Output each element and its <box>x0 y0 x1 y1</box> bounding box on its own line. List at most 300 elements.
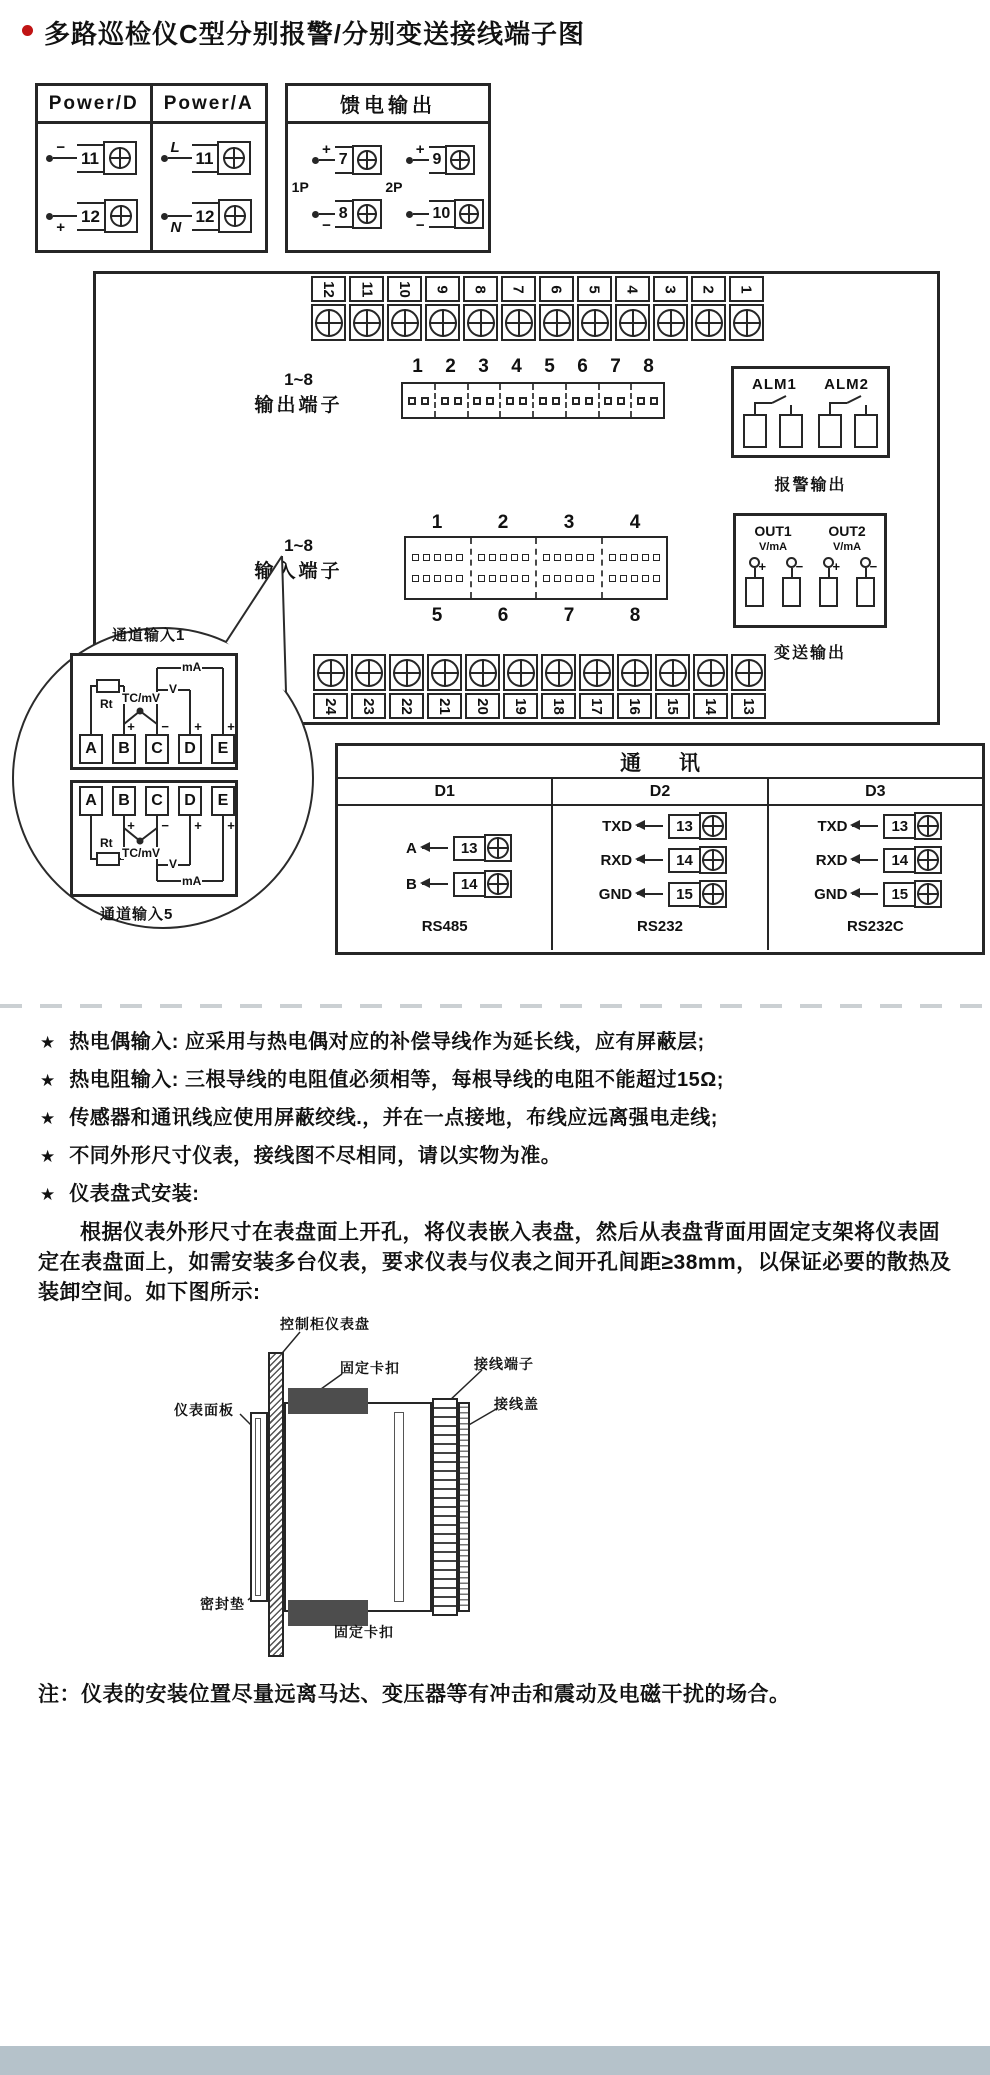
screw-icon <box>917 883 939 905</box>
pin-number: 8 <box>643 356 654 377</box>
terminal-d: D <box>178 734 202 764</box>
polarity-sign: − <box>795 559 803 574</box>
power-terminal <box>161 196 266 236</box>
terminal <box>501 276 536 341</box>
wire-dot <box>312 157 319 164</box>
terminal-number: 15 <box>883 882 914 907</box>
comm-row <box>769 880 982 908</box>
signal-name: GND <box>814 885 848 903</box>
screw-icon <box>393 659 421 687</box>
input-label-text: 输入端子 <box>254 561 343 582</box>
terminal-number: 10 <box>429 200 455 228</box>
terminal-number: 6 <box>548 284 565 294</box>
label-front-panel: 仪表面板 <box>174 1402 234 1418</box>
screw-icon <box>702 849 724 871</box>
terminal <box>691 276 726 341</box>
note-item <box>40 1106 970 1131</box>
comm-standard: RS232C <box>846 918 904 935</box>
power-terminal <box>46 196 150 236</box>
pin-number: 5 <box>431 605 443 626</box>
section-separator <box>0 1004 990 1008</box>
terminal <box>693 654 728 719</box>
wire <box>413 213 429 234</box>
arrow-icon <box>422 847 448 849</box>
screw-icon <box>353 309 381 337</box>
output-cell <box>632 384 663 417</box>
output-label-range: 1~8 <box>284 370 313 389</box>
bullet-icon <box>22 25 33 36</box>
screw-icon <box>917 849 939 871</box>
wire <box>413 141 429 161</box>
channel5-box <box>70 780 238 897</box>
pin-number: 3 <box>478 356 489 377</box>
terminal-frame <box>484 870 512 898</box>
terminal-number: 9 <box>429 146 446 174</box>
terminal-number: 14 <box>702 697 719 715</box>
terminal <box>653 276 688 341</box>
tc-label: TC/mV <box>122 691 161 705</box>
wire <box>168 139 192 159</box>
comm-col-header: D1 <box>338 779 551 806</box>
note-text: 热电偶输入: 应采用与热电偶对应的补偿导线作为延长线，应有屏蔽层; <box>69 1031 705 1053</box>
screw-icon <box>657 309 685 337</box>
out1-unit: V/mA <box>758 541 788 553</box>
power-terminal <box>46 138 150 178</box>
sign-c: − <box>161 818 169 833</box>
output-terminals-label <box>206 370 391 417</box>
ma-label: mA <box>182 874 202 888</box>
screw-icon <box>487 873 509 895</box>
comm-col-d1 <box>338 779 553 950</box>
sign-b: + <box>127 818 135 833</box>
note-item <box>40 1182 970 1207</box>
output-number-row <box>401 356 665 378</box>
arrow-icon <box>637 859 663 861</box>
comm-row <box>338 834 551 862</box>
wire-dot <box>161 155 168 162</box>
terminal-rect <box>745 577 764 607</box>
power-a-column <box>153 86 266 250</box>
screw-icon <box>659 659 687 687</box>
transmit-terminal <box>736 557 773 607</box>
group-name: 1P <box>291 179 309 195</box>
output-cell <box>501 384 534 417</box>
pin-number: 5 <box>544 356 555 377</box>
terminal-frame <box>217 141 251 175</box>
note-item <box>40 1030 970 1055</box>
input-number-row-bottom <box>404 605 668 627</box>
sign-e: + <box>227 719 235 734</box>
pin-number: 7 <box>610 356 621 377</box>
terminal-b: B <box>112 786 136 816</box>
channel1-terminals <box>79 734 235 764</box>
output-cell <box>469 384 502 417</box>
terminal-e: E <box>211 734 235 764</box>
output-cell <box>403 384 436 417</box>
terminal-frame <box>104 199 138 233</box>
terminal <box>427 654 462 719</box>
terminal <box>311 276 346 341</box>
out2-unit: V/mA <box>832 541 862 553</box>
terminal-frame <box>454 199 484 229</box>
terminal-number: 21 <box>436 697 453 715</box>
screw-icon <box>224 205 246 227</box>
bezel-inner <box>255 1418 261 1596</box>
bottom-terminal-strip <box>313 654 766 719</box>
terminal-a: A <box>79 786 103 816</box>
terminal <box>387 276 422 341</box>
comm-col-d2 <box>553 779 768 950</box>
screw-icon <box>735 659 763 687</box>
terminal <box>351 654 386 719</box>
arrow-icon <box>422 883 448 885</box>
terminal-cover <box>458 1402 470 1612</box>
terminal-number: 15 <box>664 697 681 715</box>
arrow-icon <box>852 825 878 827</box>
wire <box>168 215 192 236</box>
v-label: V <box>169 682 178 696</box>
terminal-number: 15 <box>668 882 699 907</box>
pin-number: 4 <box>511 356 522 377</box>
output-cell <box>534 384 567 417</box>
note-item <box>40 1144 970 1169</box>
note-text: 传感器和通讯线应使用屏蔽绞线.，并在一点接地，布线应远离强电走线; <box>69 1107 718 1129</box>
polarity-sign: + <box>321 141 331 158</box>
terminal <box>579 654 614 719</box>
terminal-frame <box>914 880 942 908</box>
comm-row <box>338 870 551 898</box>
terminal-rect <box>856 577 875 607</box>
label-clip-top: 固定卡扣 <box>340 1360 400 1376</box>
terminal <box>425 276 460 341</box>
channel1-box <box>70 653 238 770</box>
feed-group-1p <box>292 140 382 234</box>
feed-terminal <box>312 140 382 180</box>
footer-bar <box>0 2046 990 2075</box>
signal-name: A <box>405 839 417 857</box>
rt-label: Rt <box>100 836 113 850</box>
terminal-c: C <box>145 734 169 764</box>
input-number-row-top <box>404 512 668 534</box>
terminal-number: 7 <box>510 284 527 294</box>
power-terminals-box <box>35 83 268 253</box>
ma-label: mA <box>182 660 202 674</box>
screw-icon <box>621 659 649 687</box>
signal-name: B <box>405 875 417 893</box>
arrow-icon <box>637 893 663 895</box>
terminal-number: 2 <box>700 284 717 294</box>
terminal-number: 9 <box>434 284 451 294</box>
screw-icon <box>315 309 343 337</box>
fixing-clip-top <box>288 1388 368 1414</box>
sign-c: − <box>161 719 169 734</box>
power-d-column <box>38 86 153 250</box>
label-gasket: 密封垫 <box>200 1596 245 1612</box>
terminal <box>389 654 424 719</box>
star-icon: ★ <box>40 1147 56 1166</box>
star-icon: ★ <box>40 1185 56 1204</box>
feed-output-box <box>285 83 491 253</box>
input-cell <box>603 538 667 598</box>
screw-icon <box>702 883 724 905</box>
polarity-sign: − <box>56 139 65 156</box>
power-d-body <box>38 124 150 250</box>
install-paragraph: 根据仪表外形尺寸在表盘面上开孔，将仪表嵌入表盘，然后从表盘背面用固定支架将仪表固定在表盘面上，如需安装多台仪表，要求仪表与仪表之间开孔间距≥38mm，以保证必要的散热及装卸空间。如下图所示: <box>38 1221 952 1304</box>
signal-name: TXD <box>817 817 848 835</box>
power-d-header: Power/D <box>38 86 150 124</box>
feed-terminal <box>406 194 485 234</box>
pin-number: 3 <box>563 512 575 533</box>
input-cell <box>472 538 538 598</box>
feed-terminal <box>406 140 485 180</box>
star-icon: ★ <box>40 1071 56 1090</box>
terminal-frame <box>914 812 942 840</box>
wire <box>319 141 335 161</box>
comm-col-d3 <box>769 779 982 950</box>
signal-name: RXD <box>600 851 633 869</box>
pin-number: 4 <box>629 512 641 533</box>
terminal-frame <box>352 199 382 229</box>
terminal <box>349 276 384 341</box>
v-label: V <box>169 857 178 871</box>
output-cell <box>600 384 633 417</box>
terminal-number: 14 <box>453 872 484 897</box>
star-icon: ★ <box>40 1109 56 1128</box>
wire-dot <box>161 213 168 220</box>
terminal-frame <box>445 145 475 175</box>
terminal-rect <box>782 577 801 607</box>
terminal-c: C <box>145 786 169 816</box>
terminal-number: 22 <box>398 697 415 715</box>
out1-label: OUT1 <box>754 523 792 539</box>
alm1-label: ALM1 <box>752 376 797 393</box>
terminal <box>577 276 612 341</box>
body-rail <box>394 1412 404 1602</box>
comm-standard: RS232 <box>637 918 683 935</box>
screw-icon <box>917 815 939 837</box>
terminal-number: 11 <box>77 144 103 173</box>
screw-icon <box>487 837 509 859</box>
feed-output-header: 馈电输出 <box>288 86 488 124</box>
screw-icon <box>583 659 611 687</box>
arrow-icon <box>852 859 878 861</box>
power-a-header: Power/A <box>153 86 266 124</box>
terminal-number: 3 <box>662 284 679 294</box>
terminal-number: 7 <box>335 146 352 174</box>
sign-d: + <box>194 719 202 734</box>
comm-row <box>553 880 766 908</box>
signal-name: RXD <box>815 851 848 869</box>
screw-icon <box>357 150 377 170</box>
notes-list <box>40 1030 970 1220</box>
screw-icon <box>450 150 470 170</box>
pin-number: 8 <box>629 605 641 626</box>
wire-dot <box>46 213 53 220</box>
tc-label: TC/mV <box>122 846 161 860</box>
arrow-icon <box>852 893 878 895</box>
out2-label: OUT2 <box>828 523 866 539</box>
meter-front-panel <box>250 1412 268 1602</box>
screw-icon <box>507 659 535 687</box>
signal-name: TXD <box>602 817 633 835</box>
terminal-a: A <box>79 734 103 764</box>
pin-number: 6 <box>497 605 509 626</box>
terminal-number: 13 <box>453 836 484 861</box>
screw-icon <box>459 204 479 224</box>
comm-col-header: D2 <box>553 779 766 806</box>
terminal-number: 17 <box>588 697 605 715</box>
terminal-number: 11 <box>357 281 375 297</box>
wire <box>53 215 77 236</box>
terminal-rect <box>819 577 838 607</box>
alarm-relay-box <box>731 366 890 458</box>
polarity-sign: − <box>415 217 425 234</box>
comm-title: 通 讯 <box>338 746 982 779</box>
screw-icon <box>110 205 132 227</box>
terminal-number: 13 <box>668 814 699 839</box>
terminal-number: 12 <box>77 202 104 231</box>
terminal-frame <box>699 880 727 908</box>
cabinet-panel <box>268 1352 284 1657</box>
terminal <box>541 654 576 719</box>
terminal-number: 18 <box>550 697 567 715</box>
feed-terminal <box>312 194 382 234</box>
screw-icon <box>581 309 609 337</box>
pin-number: 6 <box>577 356 588 377</box>
terminal <box>729 276 764 341</box>
terminal-frame <box>352 145 382 175</box>
note-text: 热电阻输入: 三根导线的电阻值必须相等，每根导线的电阻不能超过15Ω; <box>69 1069 724 1091</box>
output-cell <box>567 384 600 417</box>
comm-col-header: D3 <box>769 779 982 806</box>
input-cell <box>537 538 603 598</box>
wire <box>53 139 77 159</box>
screw-icon <box>505 309 533 337</box>
label-terminal-cover: 接线盖 <box>494 1396 539 1412</box>
installation-note: 注：仪表的安装位置尽量远离马达、变压器等有冲击和震动及电磁干扰的场合。 <box>38 1683 791 1706</box>
polarity-sign: + <box>758 559 766 574</box>
terminal-e: E <box>211 786 235 816</box>
screw-icon <box>545 659 573 687</box>
terminal-number: 13 <box>883 814 914 839</box>
wire-dot <box>312 211 319 218</box>
transmit-terminal <box>810 557 847 607</box>
ter minal-number: 20 <box>474 697 491 715</box>
feed-output-body <box>288 124 488 250</box>
screw-icon <box>543 309 571 337</box>
wire <box>319 213 335 234</box>
wire-dot <box>406 157 413 164</box>
label-clip-bottom: 固定卡扣 <box>334 1624 394 1640</box>
terminal-number: 14 <box>883 848 914 873</box>
comm-row <box>553 812 766 840</box>
comm-standard: RS485 <box>421 918 468 935</box>
pin-number: 2 <box>445 356 456 377</box>
terminal-frame <box>218 199 252 233</box>
terminal <box>617 654 652 719</box>
output-connector <box>401 382 665 419</box>
signal-name: GND <box>598 885 633 903</box>
terminal-number: 14 <box>668 848 699 873</box>
note-text: 仪表盘式安装: <box>69 1183 200 1205</box>
group-name: 2P <box>385 179 403 195</box>
input-label-range: 1~8 <box>284 536 313 555</box>
meter-body <box>284 1402 432 1612</box>
pin-number: 7 <box>563 605 575 626</box>
arrow-icon <box>637 825 663 827</box>
terminal-number: 11 <box>192 144 218 173</box>
screw-icon <box>355 659 383 687</box>
terminal <box>655 654 690 719</box>
channel5-terminals <box>79 786 235 816</box>
screw-icon <box>391 309 419 337</box>
top-terminal-strip <box>311 276 764 341</box>
comm-row <box>553 846 766 874</box>
terminal-b: B <box>112 734 136 764</box>
screw-icon <box>702 815 724 837</box>
page-title: 多路巡检仪C型分别报警/分别变送接线端子图 <box>44 19 586 49</box>
wire-dot <box>46 155 53 162</box>
terminal-number: 19 <box>512 697 529 715</box>
polarity-sign: + <box>56 219 65 236</box>
wire-dot <box>406 211 413 218</box>
screw-icon <box>619 309 647 337</box>
terminal <box>503 654 538 719</box>
pin-number: 2 <box>497 512 509 533</box>
relay-contacts-drawing <box>734 393 887 451</box>
screw-icon <box>431 659 459 687</box>
terminal <box>465 654 500 719</box>
label-cabinet-panel: 控制柜仪表盘 <box>280 1316 370 1332</box>
output-cell <box>436 384 469 417</box>
screw-icon <box>469 659 497 687</box>
terminal <box>539 276 574 341</box>
polarity-sign: − <box>321 217 331 234</box>
terminal-number: 13 <box>740 697 757 715</box>
input-connector <box>404 536 668 600</box>
terminal <box>615 276 650 341</box>
screw-icon <box>223 147 245 169</box>
output-label-text: 输出端子 <box>254 395 343 416</box>
terminal-number: 1 <box>738 284 755 294</box>
terminal <box>463 276 498 341</box>
channel1-caption: 通道输入1 <box>112 627 186 644</box>
polarity-sign: + <box>832 559 840 574</box>
transmit-output-box <box>733 513 887 628</box>
sign-b: + <box>127 719 135 734</box>
transmit-terminal <box>773 557 810 607</box>
terminal-frame <box>699 846 727 874</box>
note-item <box>40 1068 970 1093</box>
feed-group-2p <box>385 140 484 234</box>
screw-icon <box>429 309 457 337</box>
polarity-sign: + <box>415 141 425 158</box>
screw-icon <box>697 659 725 687</box>
polarity-sign: − <box>869 559 877 574</box>
terminal-block <box>432 1398 458 1616</box>
channel5-caption: 通道输入5 <box>100 906 174 923</box>
terminal-number: 8 <box>335 200 352 228</box>
terminal-number: 24 <box>322 697 339 715</box>
terminal-number: 4 <box>624 284 641 294</box>
comm-row <box>769 846 982 874</box>
power-terminal <box>161 138 266 178</box>
line-sign: L <box>170 139 180 156</box>
terminal-number: 12 <box>320 280 337 298</box>
terminal-number: 8 <box>472 284 489 294</box>
installation-figure <box>150 1312 590 1664</box>
transmit-caption: 变送输出 <box>773 645 846 662</box>
